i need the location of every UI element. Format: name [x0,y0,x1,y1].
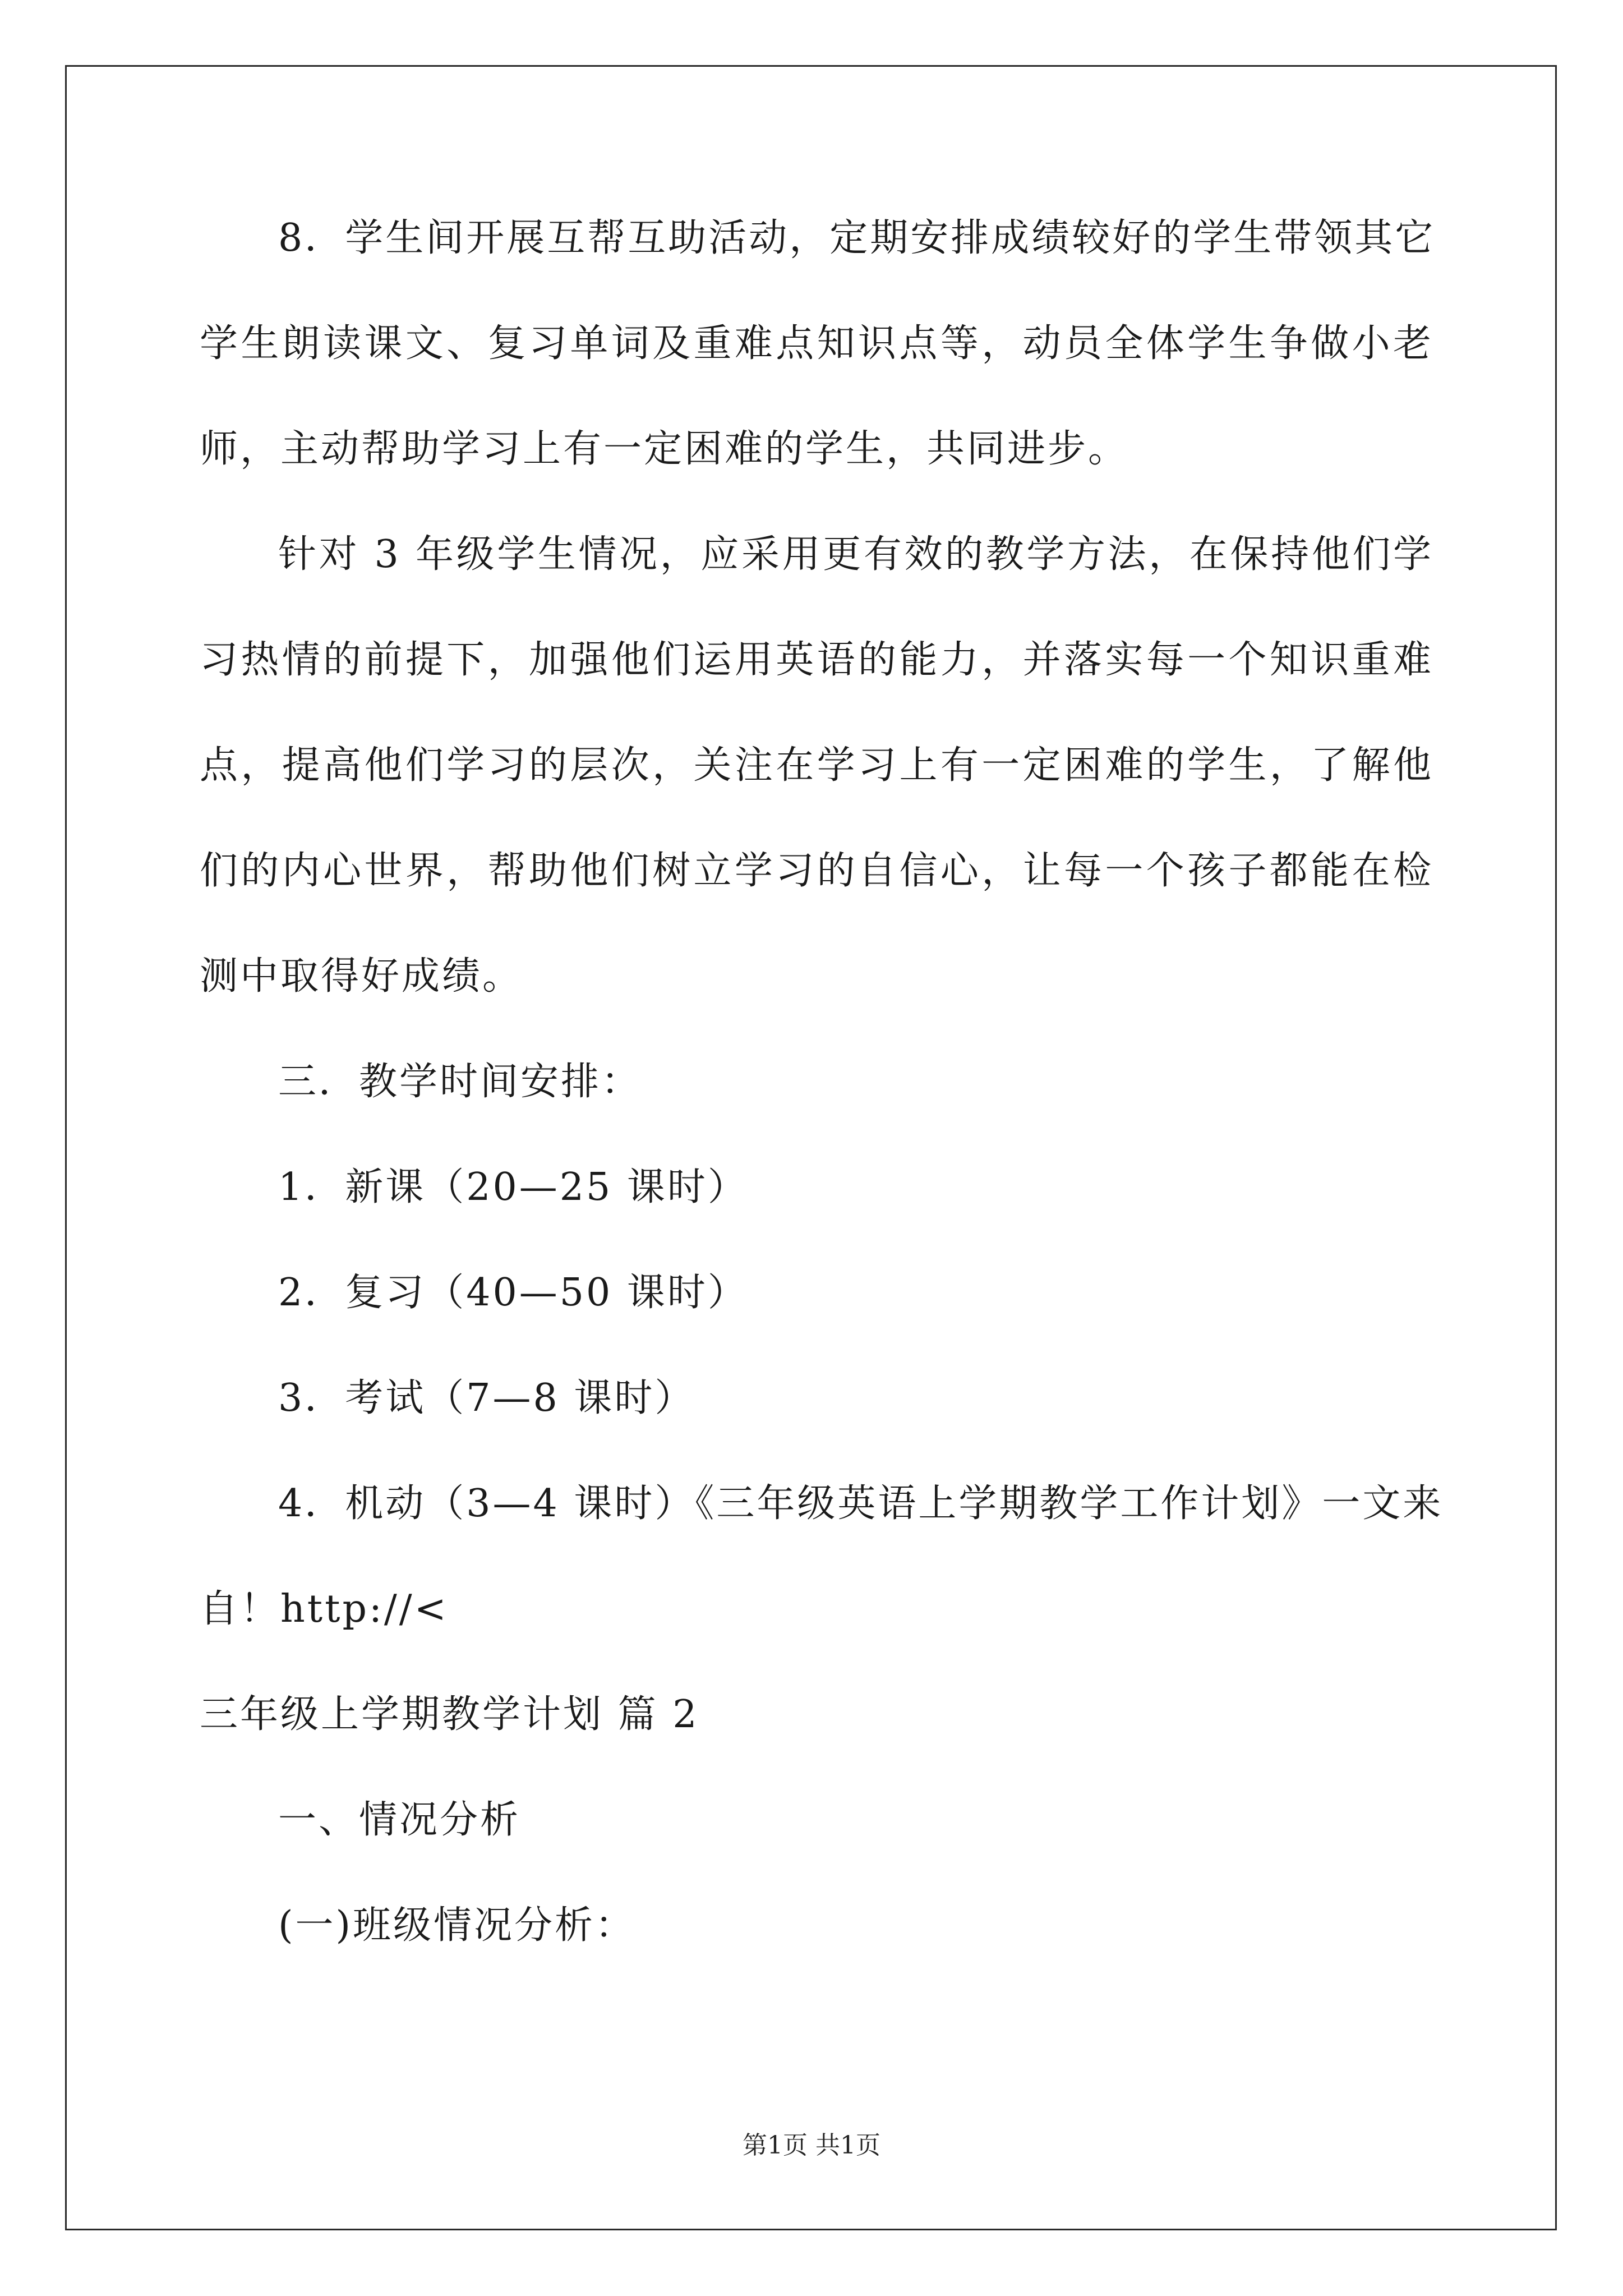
paragraph-line: 们的内心世界，帮助他们树立学习的自信心，让每一个孩子都能在检 [200,849,1433,893]
list-item: 1．新课（20—25 课时） [278,1165,748,1209]
subsection-heading: (一)班级情况分析： [278,1903,636,1948]
list-item: 4．机动（3—4 课时）《三年级英语上学期教学工作计划》一文来 [278,1481,1444,1526]
paragraph-line: 针对 3 年级学生情况，应采用更有效的教学方法，在保持他们学 [278,532,1433,577]
page-number-footer: 第1页 共1页 [743,2131,880,2160]
paragraph-line: 习热情的前提下，加强他们运用英语的能力，并落实每一个知识重难 [200,638,1433,682]
paragraph-line: 师，主动帮助学习上有一定困难的学生，共同进步。 [200,427,1129,471]
list-item: 2．复习（40—50 课时） [278,1271,748,1315]
paragraph-line: 自！http://< [200,1587,449,1631]
section-heading: 一、情况分析 [278,1798,521,1842]
list-item: 3．考试（7—8 课时） [278,1376,695,1420]
paragraph-line: 学生朗读课文、复习单词及重难点知识点等，动员全体学生争做小老 [200,321,1433,366]
paragraph-line: 8．学生间开展互帮互助活动，定期安排成绩较好的学生带领其它 [278,216,1436,260]
paragraph-line: 点，提高他们学习的层次，关注在学习上有一定困难的学生，了解他 [200,743,1433,788]
article-title: 三年级上学期教学计划 篇 2 [200,1692,699,1737]
section-heading: 三．教学时间安排： [278,1060,642,1104]
paragraph-line: 测中取得好成绩。 [200,954,523,999]
